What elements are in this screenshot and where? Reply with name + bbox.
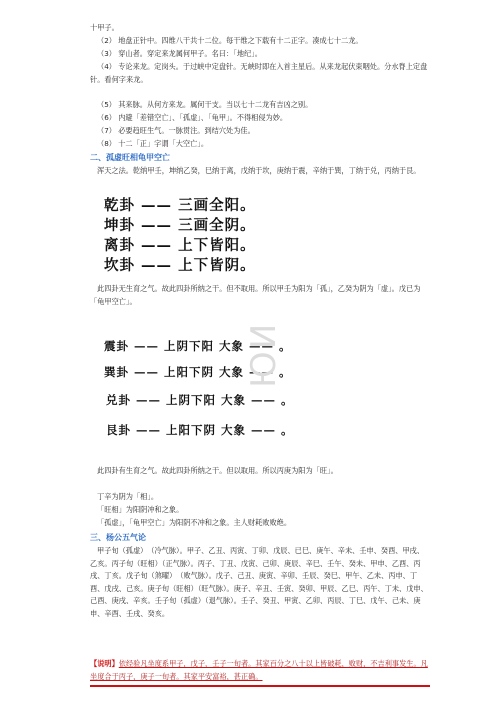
section2-after2-0: 此四卦有生育之气。故此四卦所纳之干。但以取用。所以丙庚为阳为「旺」。 [97, 466, 338, 475]
hexagram-line-kun: 坤卦 —— 三画全阴。 [104, 217, 256, 234]
hexagram-line-zhen: 震卦 —— 上阴下阳 大象 —— 。 [104, 339, 292, 353]
line-2: （3） 穿山者。穿定来龙属何甲子。名曰：「地纪」。 [97, 49, 262, 58]
section2-after2-1: 丁辛为阴为「相」。 [97, 492, 159, 501]
line-1: （2） 地盘正针中。四维八干共十二位。每干维之下载有十二正字。凑成七十二龙。 [97, 36, 363, 45]
section-heading-3: 三、杨公五气论 [90, 533, 146, 542]
hexagram-line-qian: 乾卦 —— 三画全阳。 [104, 197, 256, 214]
hexagram-line-kan: 坎卦 —— 上下皆阴。 [104, 257, 256, 274]
line-6: （7） 必要趋旺生气。一脉贯注。到结穴处为佳。 [97, 126, 255, 135]
line-7: （8） 十二「正」字谓「大空亡」。 [97, 139, 209, 148]
section2-after2-3: 「孤虚」，「龟甲空亡」为阳阴不冲和之象。主人财耗败败绝。 [97, 518, 292, 527]
line-5: （6） 内避「差错空亡」、「孤虚」、「龟甲」。不得相侵为妙。 [97, 113, 288, 122]
note-tag: 【说明】 [90, 659, 119, 668]
note-text: 依经验凡坐度系甲子，戊子，壬子一旬者。其家百分之八十以上皆破耗，败财，不吉利事发生。凡坐度合于丙子，庚子一旬者。其家平安富裕，甚正确。 [90, 659, 428, 681]
section2-intro: 浑天之法。乾纳甲壬，坤纳乙癸，巳纳于离，戊纳于坎，庚纳于震，辛纳于巽，丁纳于兑，丙纳于艮。 [97, 166, 421, 175]
section-heading-2: 二、孤虚旺相龟甲空亡 [90, 153, 170, 162]
note-underline [90, 685, 430, 687]
hexagram-line-dui: 兑卦 —— 上阴下阳 大象 —— 。 [106, 393, 294, 407]
hexagram-line-xun: 巽卦 —— 上阳下阴 大象 —— 。 [104, 365, 292, 379]
line-4: （5） 其来脉。从何方来龙。属何干支。当以七十二龙有吉凶之别。 [97, 100, 313, 109]
line-0: 十甲子。 [90, 23, 119, 32]
hexagram-line-li: 离卦 —— 上下皆阳。 [104, 237, 256, 254]
line-3: （4） 专论来龙。定岗头。于过峡中定盘针。无峡时即在入首主星后。从来龙起伏束咽处。分水脊上定盘针。看何字来龙。 [90, 62, 428, 84]
section3-text: 甲子旬（孤虚） （冷气脉）。甲子、乙丑、丙寅、丁卯、戊辰、已巳、庚午、辛未、壬申、癸酉、甲戌、乙亥。丙子旬（旺相）（正气脉）。丙子、丁丑、戊寅、己卯、庚辰、辛巳、壬午、癸未、甲申、乙酉、丙戌、丁亥。戊子旬（煞曜） （败气脉）。戊子、己丑、庚寅、辛卯、壬辰、癸巳、甲午、乙未、丙申、丁酉、戊戌、己亥。庚子旬（旺相）（旺气脉）。庚子、辛丑、壬寅、癸卯、甲辰、乙巳、丙午、丁未、戊申、己酉、庚戌、辛亥。壬子旬（孤虚）（退气脉）。壬子、癸丑、甲寅、乙卯、丙辰、丁巳、戊午、己未、庚申、辛酉、壬戌、癸亥。 [90, 546, 428, 618]
note-block [90, 658, 430, 683]
watermark: ЮИ [244, 321, 284, 388]
hexagram-line-gen: 艮卦 —— 上阳下阴 大象 —— 。 [106, 423, 294, 437]
section2-after2-2: 「旺相」为阳阴冲和之象。 [97, 505, 184, 514]
section2-after1: 此四卦无生育之气。故此四卦所纳之干。但不取用。所以甲壬为阳为「孤」，乙癸为阴为「虚」。戊已为「龟甲空亡」。 [90, 284, 421, 306]
